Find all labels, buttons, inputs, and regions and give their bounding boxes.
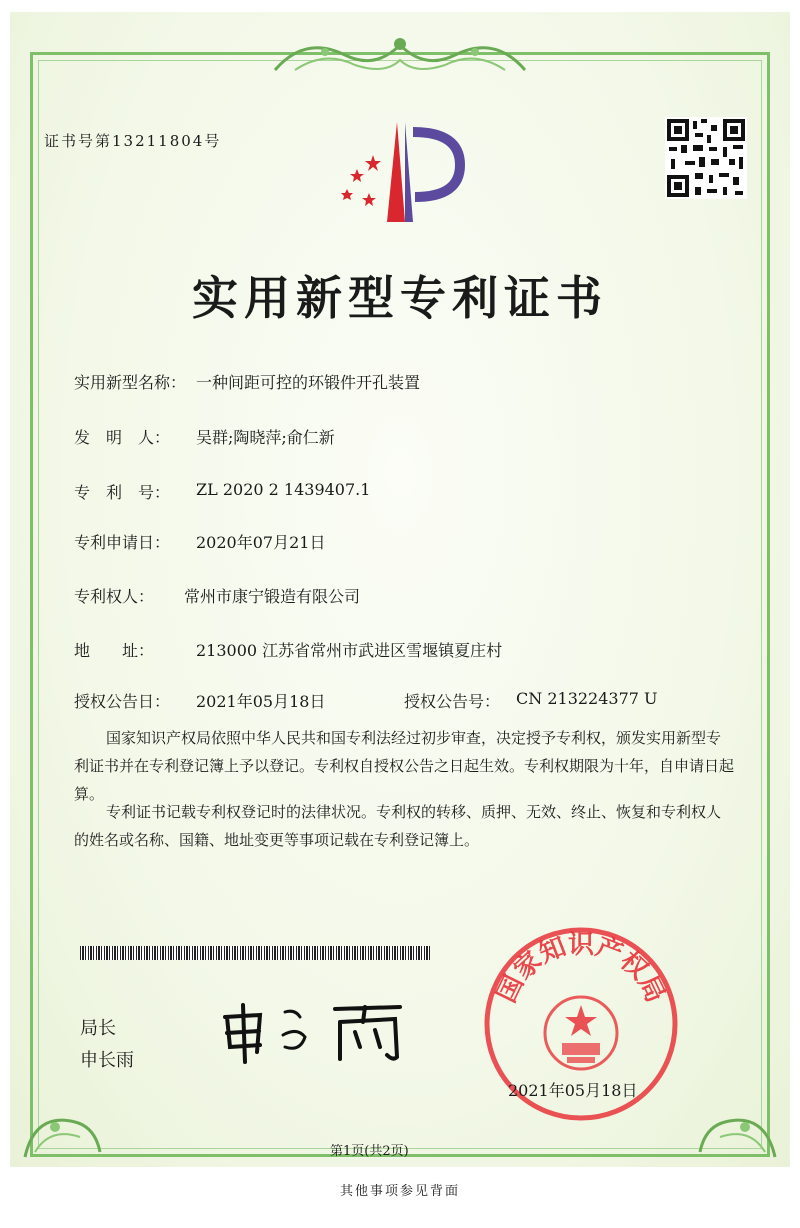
- director-name: 申长雨: [80, 1050, 134, 1071]
- grant-number-label: 授权公告号：: [404, 692, 501, 711]
- qr-code-icon: [665, 117, 747, 199]
- address-value: 213000 江苏省常州市武进区雪堰镇夏庄村: [196, 641, 503, 660]
- application-date-value: 2020年07月21日: [196, 533, 326, 552]
- certificate-title: 实用新型专利证书: [192, 271, 608, 325]
- utility-model-name-label: 实用新型名称：: [74, 373, 187, 392]
- seal-date: 2021年05月18日: [508, 1081, 638, 1100]
- utility-model-name-value: 一种间距可控的环锻件开孔装置: [196, 373, 421, 392]
- patentee-value: 常州市康宁锻造有限公司: [184, 587, 361, 606]
- handwritten-signature-icon: [215, 997, 415, 1067]
- statement-paragraph-1: 国家知识产权局依照中华人民共和国专利法经过初步审查，决定授予专利权，颁发实用新型专利证书并在专利登记簿上予以登记。专利权自授权公告之日起生效。专利权期限为十年，自申请日起算。: [74, 729, 735, 803]
- grant-number-value: CN 213224377 U: [516, 689, 658, 708]
- barcode-icon: [80, 946, 430, 960]
- bottom-right-ornament: [695, 1102, 785, 1162]
- grant-date-label: 授权公告日：: [74, 692, 171, 711]
- page-number: 第1页(共2页): [330, 1144, 409, 1159]
- patent-number-label: 专 利 号：: [74, 483, 171, 502]
- top-ornament: [265, 30, 535, 80]
- certificate-sheet: [10, 12, 790, 1167]
- patent-office-emblem-icon: [335, 117, 475, 227]
- certificate-number: 证书号第13211804号: [44, 132, 222, 150]
- patentee-label: 专利权人：: [74, 587, 155, 606]
- svg-text:国家知识产权局: 国家知识产权局: [491, 930, 671, 1008]
- inventor-value: 吴群;陶晓萍;俞仁新: [196, 428, 335, 447]
- patent-number-value: ZL 2020 2 1439407.1: [196, 480, 371, 499]
- statement-paragraph-2: 专利证书记载专利权登记时的法律状况。专利权的转移、质押、无效、终止、恢复和专利权人的姓名或名称、国籍、地址变更等事项记载在专利登记簿上。: [74, 803, 722, 849]
- grant-date-value: 2021年05月18日: [196, 692, 326, 711]
- application-date-label: 专利申请日：: [74, 533, 171, 552]
- director-title: 局长: [80, 1018, 116, 1039]
- address-label: 地 址：: [74, 641, 155, 660]
- back-side-note: 其他事项参见背面: [339, 1184, 460, 1199]
- inventor-label: 发 明 人：: [74, 428, 171, 447]
- bottom-left-ornament: [15, 1102, 105, 1162]
